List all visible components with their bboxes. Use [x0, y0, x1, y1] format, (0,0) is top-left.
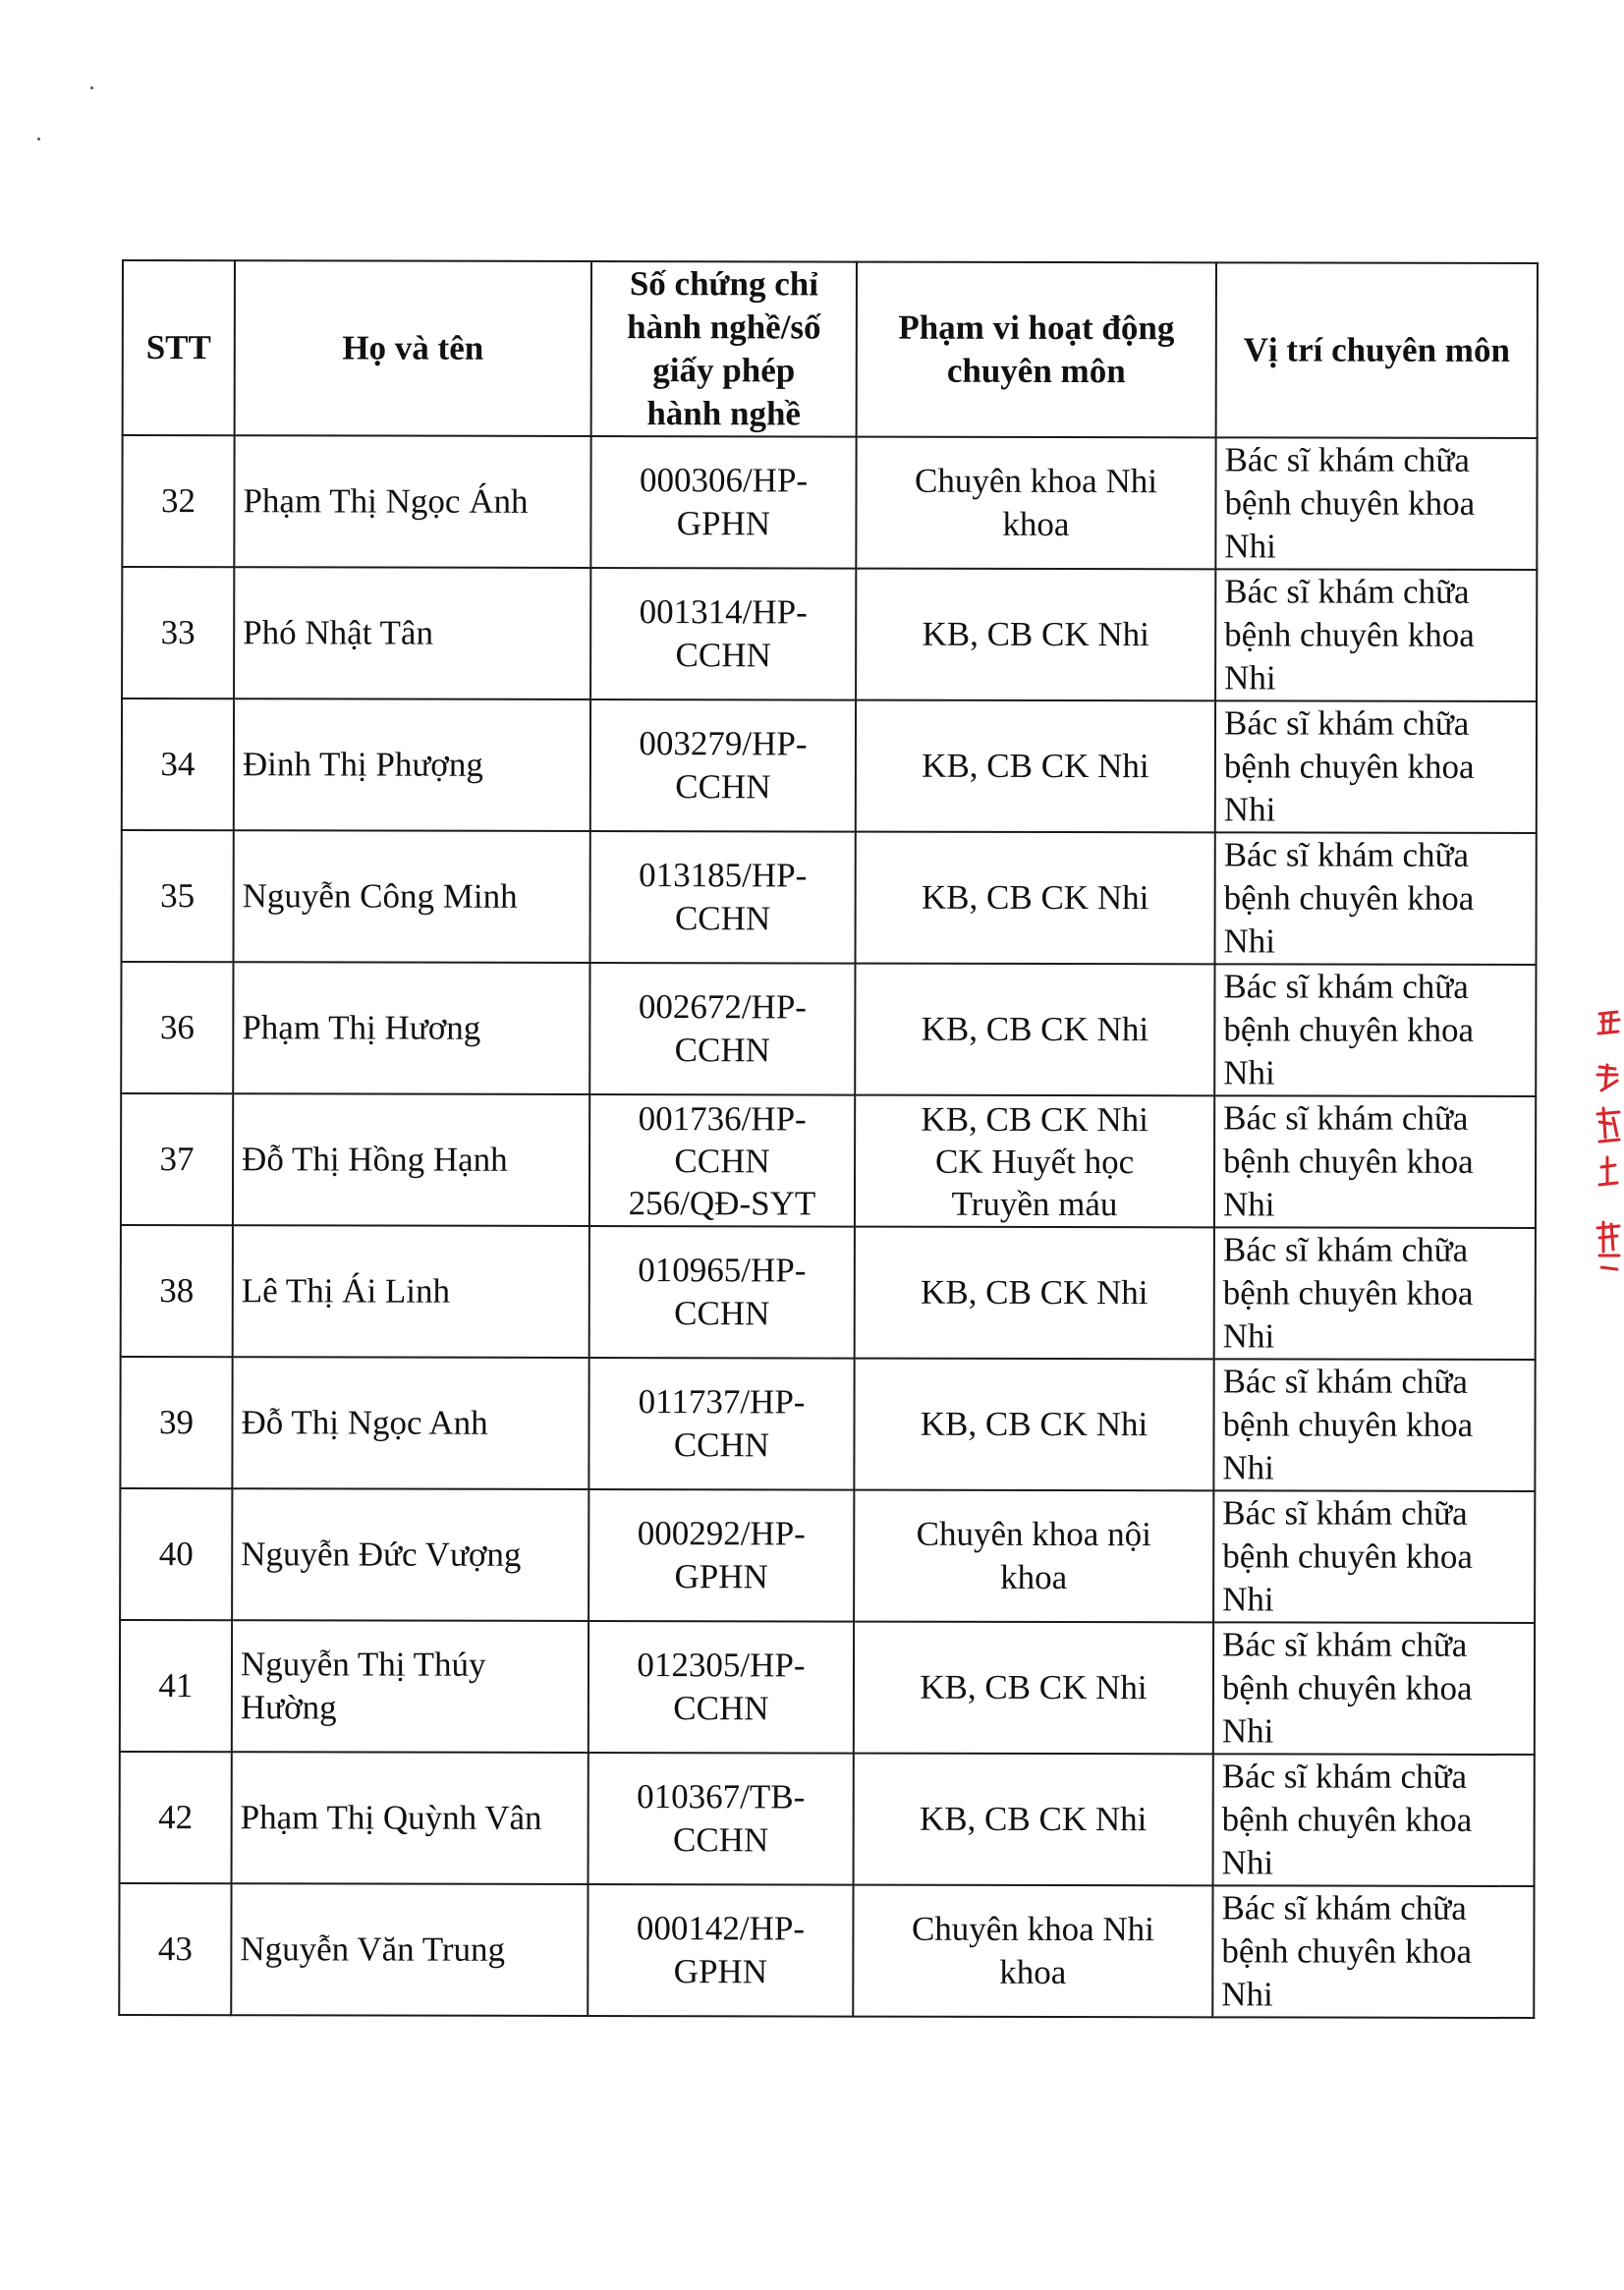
cell-name: Lê Thị Ái Linh	[233, 1225, 589, 1358]
cell-stt: 36	[121, 962, 233, 1093]
cell-position: Bác sĩ khám chữa bệnh chuyên khoa Nhi	[1215, 700, 1537, 833]
cell-position: Bác sĩ khám chữa bệnh chuyên khoa Nhi	[1214, 1095, 1536, 1228]
cell-name: Nguyễn Thị Thúy Hường	[232, 1620, 588, 1753]
cell-position: Bác sĩ khám chữa bệnh chuyên khoa Nhi	[1213, 1622, 1535, 1755]
cell-scope: KB, CB CK Nhi CK Huyết học Truyền máu	[855, 1095, 1214, 1228]
cell-scope: KB, CB CK Nhi	[856, 832, 1215, 965]
cell-cert: 012305/HP- CCHN	[588, 1621, 854, 1754]
practitioner-table	[118, 259, 1539, 2019]
scan-speck	[90, 86, 93, 89]
cell-cert: 000142/HP- GPHN	[588, 1884, 853, 2017]
cell-scope: KB, CB CK Nhi	[854, 1754, 1213, 1886]
cell-name: Phạm Thị Ngọc Ánh	[234, 435, 590, 568]
cell-stt: 34	[122, 698, 234, 830]
table-row	[119, 1883, 1534, 2018]
cell-scope: KB, CB CK Nhi	[856, 569, 1215, 701]
cell-scope: KB, CB CK Nhi	[855, 1227, 1214, 1360]
table-row	[121, 1225, 1536, 1360]
cell-stt: 37	[121, 1093, 233, 1225]
cell-name: Nguyễn Công Minh	[234, 830, 590, 963]
cell-name: Nguyễn Đức Vượng	[232, 1488, 588, 1621]
cell-scope: KB, CB CK Nhi	[854, 1622, 1213, 1755]
cell-cert: 000306/HP- GPHN	[590, 436, 856, 569]
cell-name: Đỗ Thị Ngọc Anh	[232, 1357, 588, 1489]
cell-cert: 000292/HP- GPHN	[588, 1489, 854, 1622]
cell-name: Đinh Thị Phượng	[234, 698, 590, 831]
header-cert: Số chứng chỉ hành nghề/số giấy phép hành nghề	[591, 261, 857, 437]
cell-position: Bác sĩ khám chữa bệnh chuyên khoa Nhi	[1213, 1754, 1535, 1886]
header-position: Vị trí chuyên môn	[1216, 262, 1538, 438]
cell-scope: Chuyên khoa nội khoa	[854, 1490, 1213, 1623]
cell-scope: KB, CB CK Nhi	[855, 964, 1214, 1096]
cell-position: Bác sĩ khám chữa bệnh chuyên khoa Nhi	[1214, 964, 1536, 1096]
cell-position: Bác sĩ khám chữa bệnh chuyên khoa Nhi	[1215, 437, 1537, 570]
table-header	[123, 260, 1538, 438]
table-row	[122, 698, 1537, 833]
cell-cert: 001314/HP- CCHN	[590, 568, 856, 700]
cell-cert: 011737/HP- CCHN	[588, 1358, 854, 1490]
cell-cert: 013185/HP- CCHN	[590, 831, 856, 964]
cell-cert: 001736/HP- CCHN 256/QĐ-SYT	[589, 1094, 855, 1227]
cell-cert: 002672/HP- CCHN	[589, 963, 855, 1095]
cell-name: Phạm Thị Quỳnh Vân	[232, 1752, 588, 1884]
table-row	[120, 1752, 1535, 1886]
cell-stt: 42	[120, 1752, 232, 1883]
cell-scope: Chuyên khoa Nhi khoa	[856, 437, 1215, 570]
cell-name: Nguyễn Văn Trung	[231, 1883, 588, 2016]
table-row	[120, 1620, 1535, 1755]
table-body	[119, 435, 1537, 2018]
cell-stt: 39	[120, 1357, 232, 1488]
cell-stt: 40	[120, 1488, 232, 1620]
cell-position: Bác sĩ khám chữa bệnh chuyên khoa Nhi	[1213, 1359, 1535, 1491]
cell-scope: Chuyên khoa Nhi khoa	[853, 1885, 1212, 2018]
cell-stt: 32	[122, 435, 234, 567]
margin-handwriting	[1594, 1010, 1623, 1285]
table-row	[121, 962, 1536, 1096]
header-row	[123, 260, 1538, 438]
cell-name: Đỗ Thị Hồng Hạnh	[233, 1093, 589, 1226]
cell-stt: 33	[122, 567, 234, 698]
cell-stt: 41	[120, 1620, 232, 1752]
table-row	[122, 567, 1537, 701]
cell-stt: 35	[122, 830, 234, 962]
cell-position: Bác sĩ khám chữa bệnh chuyên khoa Nhi	[1215, 832, 1537, 965]
table-row	[120, 1357, 1535, 1491]
header-stt: STT	[123, 260, 235, 435]
cell-stt: 38	[121, 1225, 233, 1357]
cell-name: Phó Nhật Tân	[234, 567, 590, 699]
scan-speck	[37, 138, 40, 140]
cell-position: Bác sĩ khám chữa bệnh chuyên khoa Nhi	[1213, 1490, 1535, 1623]
cell-position: Bác sĩ khám chữa bệnh chuyên khoa Nhi	[1212, 1885, 1534, 2018]
table-row	[122, 435, 1537, 570]
table-row	[122, 830, 1537, 965]
cell-position: Bác sĩ khám chữa bệnh chuyên khoa Nhi	[1215, 569, 1537, 701]
cell-name: Phạm Thị Hương	[233, 962, 589, 1094]
table-row	[120, 1488, 1535, 1623]
cell-position: Bác sĩ khám chữa bệnh chuyên khoa Nhi	[1214, 1227, 1536, 1360]
header-name: Họ và tên	[235, 260, 591, 436]
cell-scope: KB, CB CK Nhi	[854, 1359, 1213, 1491]
table-row	[121, 1093, 1536, 1228]
cell-stt: 43	[119, 1883, 231, 2015]
cell-cert: 010367/TB- CCHN	[588, 1753, 854, 1885]
cell-cert: 010965/HP- CCHN	[589, 1226, 855, 1359]
cell-cert: 003279/HP- CCHN	[590, 699, 856, 832]
header-scope: Phạm vi hoạt động chuyên môn	[857, 262, 1216, 438]
cell-scope: KB, CB CK Nhi	[856, 700, 1215, 833]
